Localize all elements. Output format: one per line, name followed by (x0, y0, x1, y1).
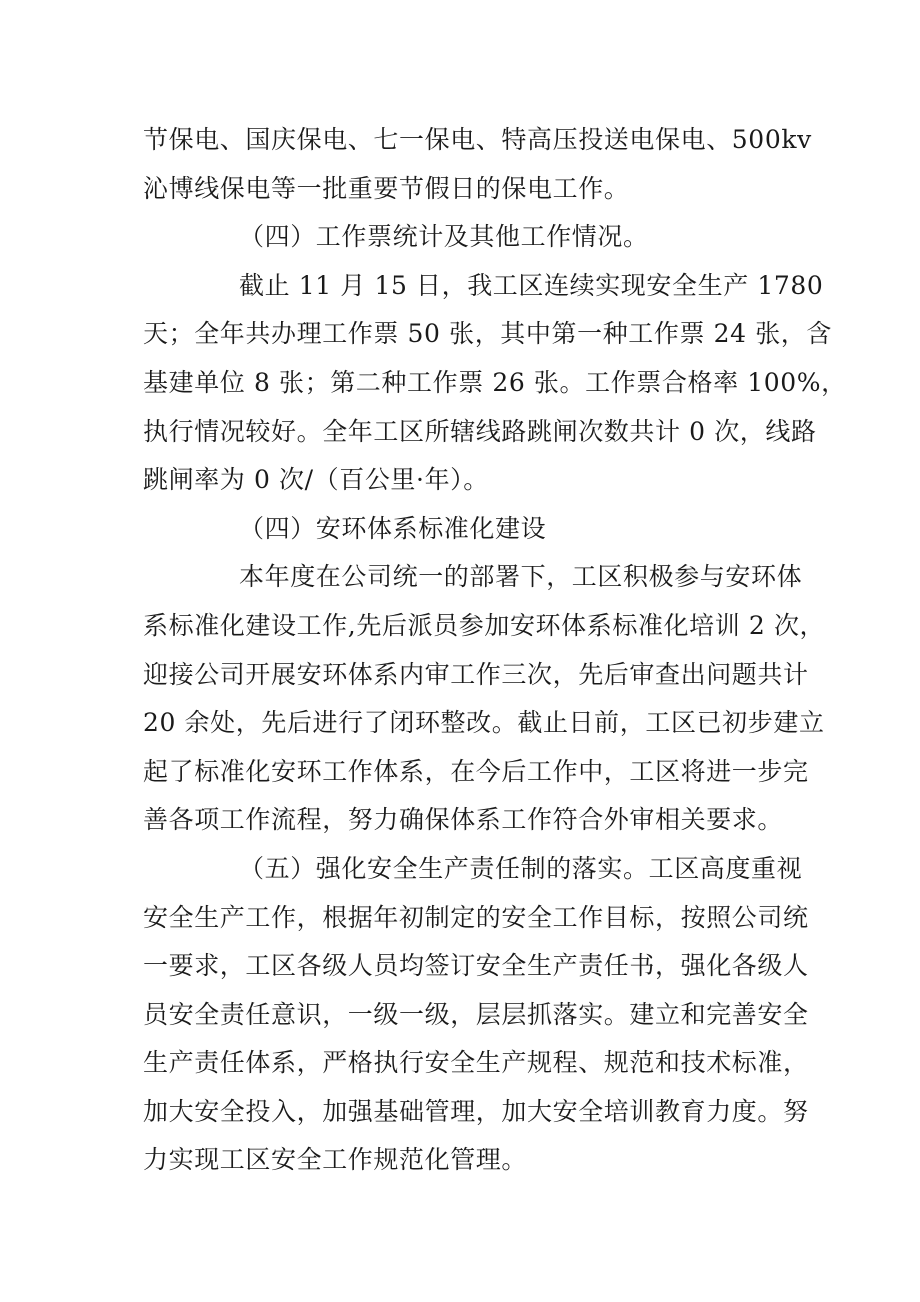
text-line: 沁博线保电等一批重要节假日的保电工作。 (143, 173, 630, 203)
text-line: 一要求，工区各级人员均签订安全生产责任书，强化各级人 (143, 951, 809, 981)
section-heading-responsibility: （五）强化安全生产责任制的落实。工区高度重视 (239, 853, 803, 883)
text-line: 加大安全投入，加强基础管理，加大安全培训教育力度。努 (143, 1096, 809, 1126)
text-line: 跳闸率为 0 次/（百公里·年）。 (143, 465, 489, 495)
text-line: 本年度在公司统一的部署下，工区积极参与安环体 (239, 562, 803, 592)
text-line: 系标准化建设工作,先后派员参加安环体系标准化培训 2 次， (143, 610, 826, 640)
text-line: 员安全责任意识，一级一级，层层抓落实。建立和完善安全 (143, 999, 809, 1029)
text-line: 基建单位 8 张；第二种工作票 26 张。工作票合格率 100%， (143, 367, 847, 397)
section-heading-work-tickets: （四）工作票统计及其他工作情况。 (239, 222, 649, 252)
text-line: 节保电、国庆保电、七一保电、特高压投送电保电、500kv (143, 125, 812, 154)
text-line: 力实现工区安全工作规范化管理。 (143, 1145, 528, 1175)
text-line: 天；全年共办理工作票 50 张，其中第一种工作票 24 张，含 (143, 319, 833, 349)
text-line: 安全生产工作，根据年初制定的安全工作目标，按照公司统 (143, 902, 809, 932)
text-line: 生产责任体系，严格执行安全生产规程、规范和技术标准， (143, 1048, 809, 1078)
text-line: 迎接公司开展安环体系内审工作三次，先后审查出问题共计 (143, 659, 809, 689)
section-heading-standardization: （四）安环体系标准化建设 (239, 513, 547, 543)
text-line: 截止 11 月 15 日，我工区连续实现安全生产 1780 (239, 270, 824, 300)
document-body (143, 116, 847, 1185)
text-line: 起了标准化安环工作体系，在今后工作中，工区将进一步完 (143, 756, 809, 786)
text-line: 执行情况较好。全年工区所辖线路跳闸次数共计 0 次，线路 (143, 416, 817, 446)
text-line: 20 余处，先后进行了闭环整改。截止日前，工区已初步建立 (143, 708, 825, 738)
text-line: 善各项工作流程，努力确保体系工作符合外审相关要求。 (143, 805, 784, 835)
